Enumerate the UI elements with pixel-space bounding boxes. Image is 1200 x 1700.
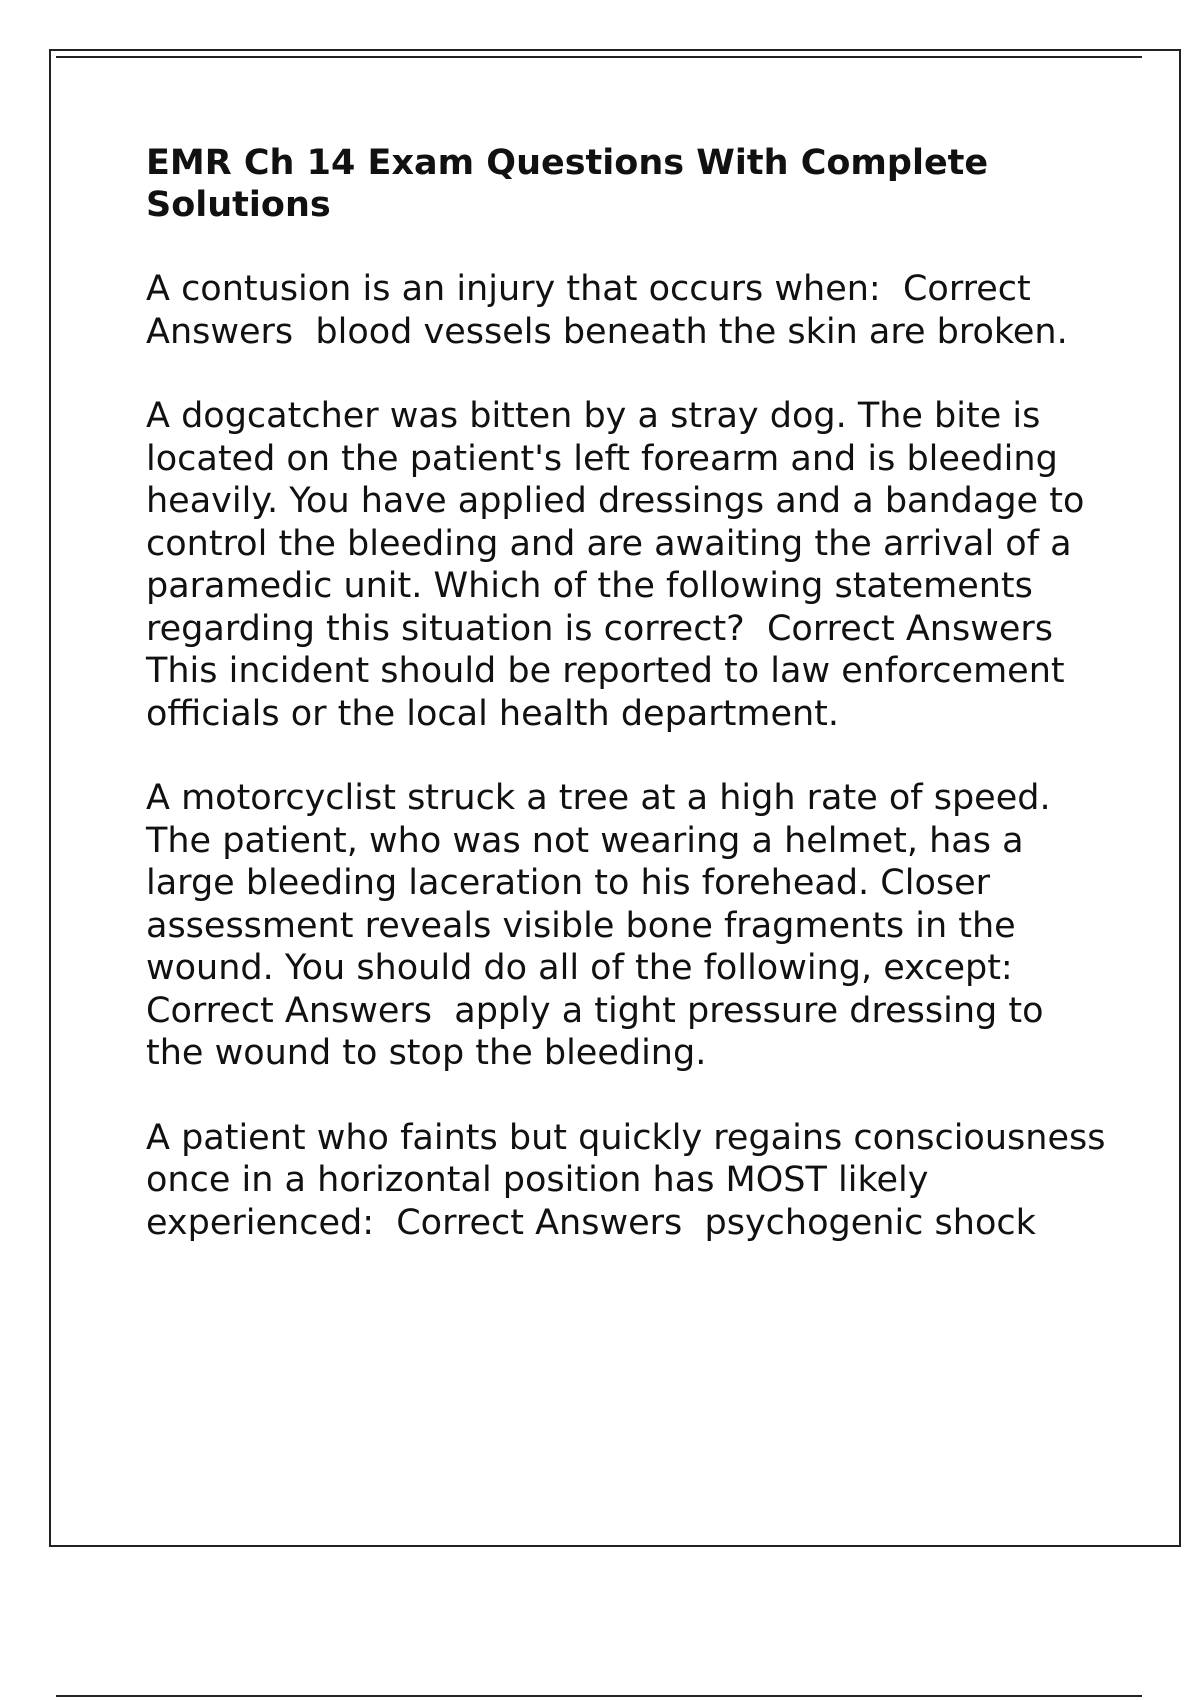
question-answer-1: A contusion is an injury that occurs when: Correct Answers blood vessels beneath the skin are broken. xyxy=(146,269,1068,352)
bottom-rule xyxy=(56,1695,1142,1697)
document-title: EMR Ch 14 Exam Questions With Complete Solutions xyxy=(146,143,989,225)
question-answer-3: A motorcyclist struck a tree at a high rate of speed. The patient, who was not wearing a helmet, has a large bleeding laceration to his forehead. Closer assessment reveals visible bone fragments in the wound. You should do all of the following, except: Correct Answers apply a tight pressure dressing to the wound to stop the bleeding. xyxy=(146,778,1062,1073)
document-body xyxy=(146,142,1117,1286)
question-answer-4: A patient who faints but quickly regains consciousness once in a horizontal position has MOST likely experienced: Correct Answers psychogenic shock xyxy=(146,1117,1117,1243)
top-rule xyxy=(56,56,1142,58)
question-answer-2: A dogcatcher was bitten by a stray dog. The bite is located on the patient's left forearm and is bleeding heavily. You have applied dressings and a bandage to control the bleeding and are awaiting the arrival of a paramedic unit. Which of the following statements regarding this situation is correct? Correct Answers This incident should be reported to law enforcement officials or the local health department. xyxy=(146,396,1096,734)
